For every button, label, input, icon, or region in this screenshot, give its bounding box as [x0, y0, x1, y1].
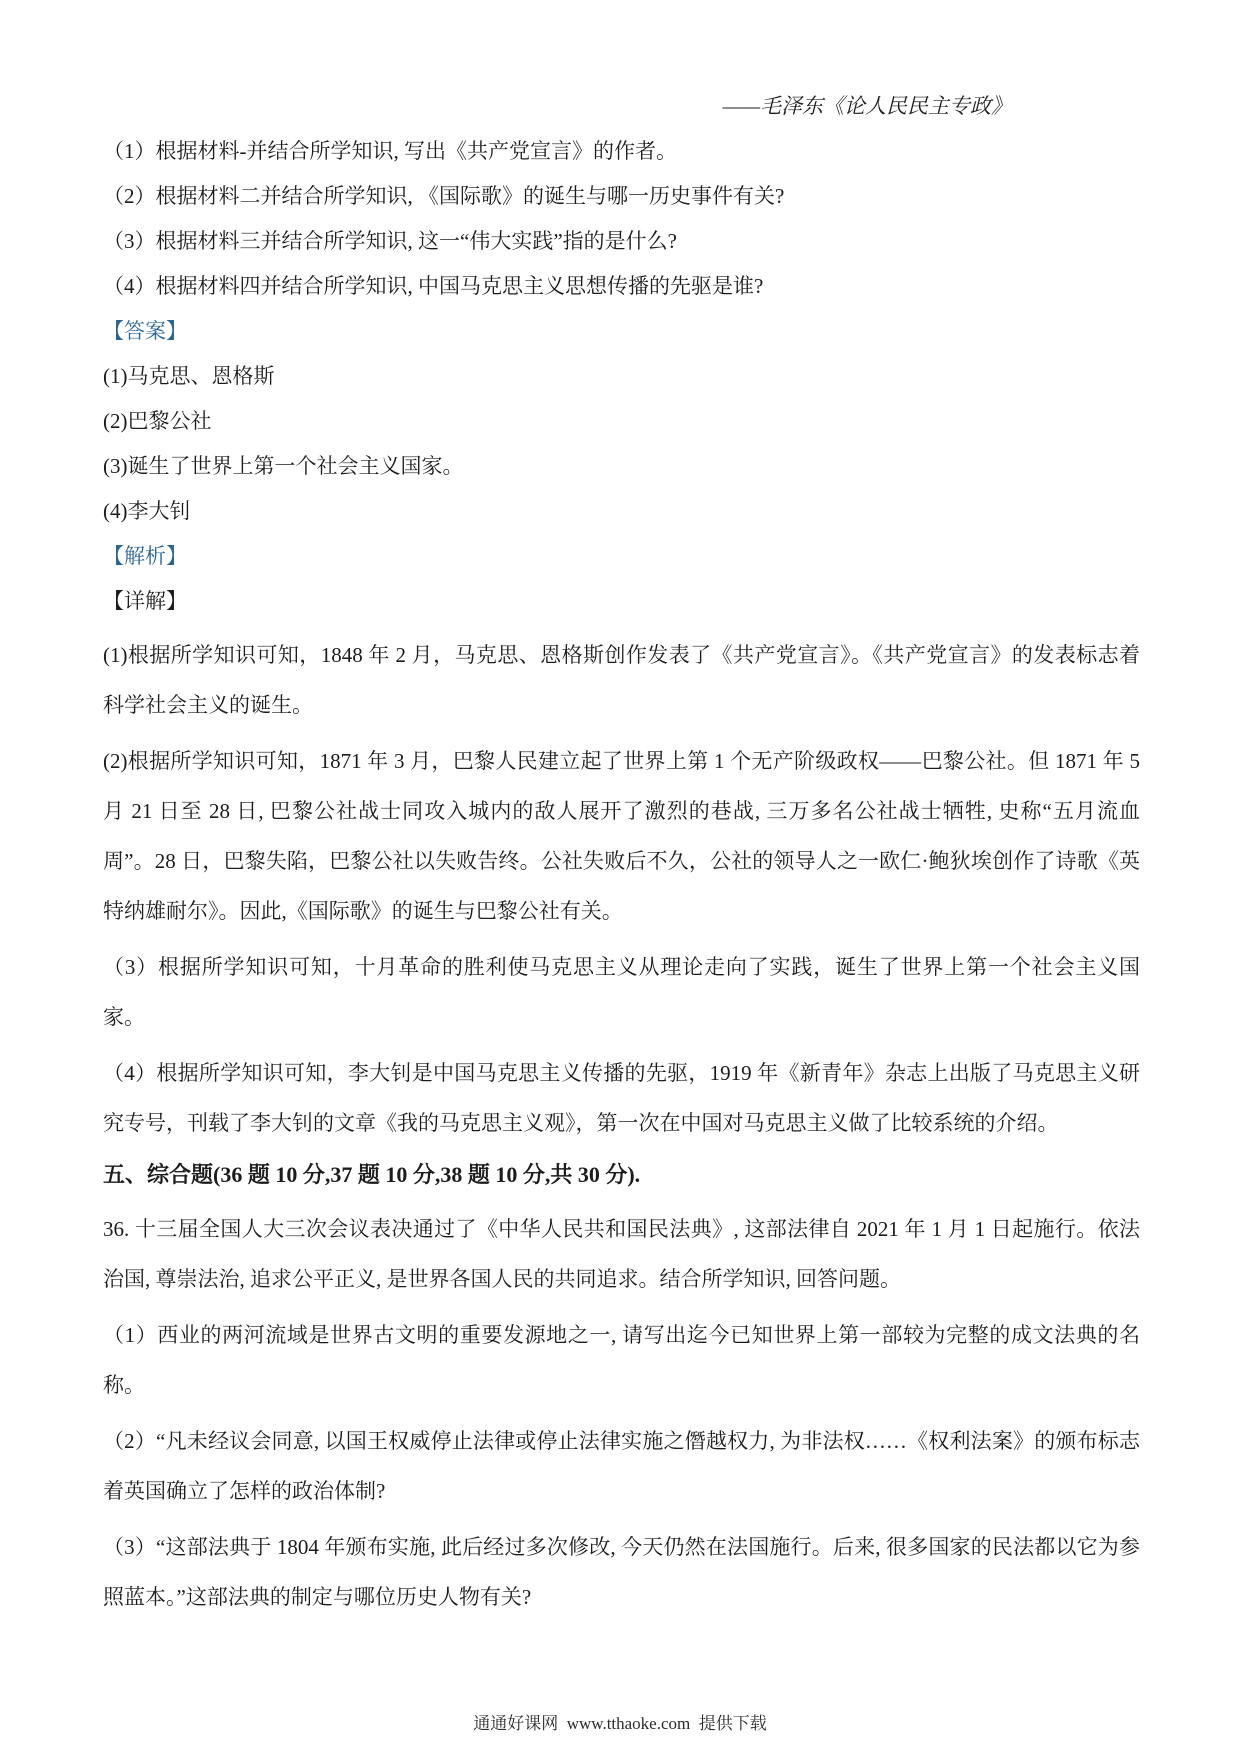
question-36-part-2: （2）“凡未经议会同意, 以国王权威停止法律或停止法律实施之僭越权力, 为非法权……《权利法案》的颁布标志着英国确立了怎样的政治体制?	[103, 1429, 1140, 1503]
question-4: （4）根据材料四并结合所学知识, 中国马克思主义思想传播的先驱是谁?	[103, 274, 764, 298]
question-2: （2）根据材料二并结合所学知识, 《国际歌》的诞生与哪一历史事件有关?	[103, 184, 785, 208]
answer-1: (1)马克思、恩格斯	[103, 364, 275, 388]
page-footer: 通通好课网 www.tthaoke.com 提供下载	[473, 1714, 767, 1733]
question-36-part-1: （1）西业的两河流域是世界古文明的重要发源地之一, 请写出迄今已知世界上第一部较为完整的成文法典的名称。	[103, 1323, 1140, 1397]
analysis-label: 【解析】	[103, 544, 187, 568]
answer-2: (2)巴黎公社	[103, 409, 212, 433]
section-heading: 五、综合题(36 题 10 分,37 题 10 分,38 题 10 分,共 30 分).	[103, 1162, 641, 1187]
detail-label: 【详解】	[103, 589, 187, 613]
detail-paragraph-3: （3）根据所学知识可知，十月革命的胜利使马克思主义从理论走向了实践，诞生了世界上第一个社会主义国家。	[103, 955, 1140, 1029]
answer-4: (4)李大钊	[103, 499, 191, 523]
detail-paragraph-2: (2)根据所学知识可知，1871 年 3 月，巴黎人民建立起了世界上第 1 个无产阶级政权——巴黎公社。但 1871 年 5 月 21 日至 28 日, 巴黎公社战士同攻入城内的敌人展开了激烈的巷战, 三万多名公社战士牺牲, 史称“五月流血周”。28 日，巴黎失陷，巴黎公社以失败告终。公社失败后不久，公社的领导人之一欧仁·鲍狄埃创作了诗歌《英特纳雄耐尔》。因此,《国际歌》的诞生与巴黎公社有关。	[103, 749, 1140, 923]
question-36-intro: 36. 十三届全国人大三次会议表决通过了《中华人民共和国民法典》, 这部法律自 2021 年 1 月 1 日起施行。依法治国, 尊崇法治, 追求公平正义, 是世界各国人民的共同追求。结合所学知识, 回答问题。	[103, 1217, 1140, 1291]
quote-attribution: ——毛泽东《论人民民主专政》	[722, 94, 1012, 118]
detail-paragraph-1: (1)根据所学知识可知，1848 年 2 月，马克思、恩格斯创作发表了《共产党宣言》。《共产党宣言》的发表标志着科学社会主义的诞生。	[103, 643, 1140, 717]
answer-3: (3)诞生了世界上第一个社会主义国家。	[103, 454, 464, 478]
question-3: （3）根据材料三并结合所学知识, 这一“伟大实践”指的是什么?	[103, 229, 677, 253]
question-36-part-3: （3）“这部法典于 1804 年颁布实施, 此后经过多次修改, 今天仍然在法国施行。后来, 很多国家的民法都以它为参照蓝本。”这部法典的制定与哪位历史人物有关?	[103, 1535, 1140, 1609]
question-1: （1）根据材料-并结合所学知识, 写出《共产党宣言》的作者。	[103, 139, 677, 163]
detail-paragraph-4: （4）根据所学知识可知，李大钊是中国马克思主义传播的先驱，1919 年《新青年》杂志上出版了马克思主义研究专号，刊载了李大钊的文章《我的马克思主义观》，第一次在中国对马克思主义做了比较系统的介绍。	[103, 1061, 1140, 1135]
document-content	[103, 84, 1140, 1622]
answer-label: 【答案】	[103, 319, 187, 343]
